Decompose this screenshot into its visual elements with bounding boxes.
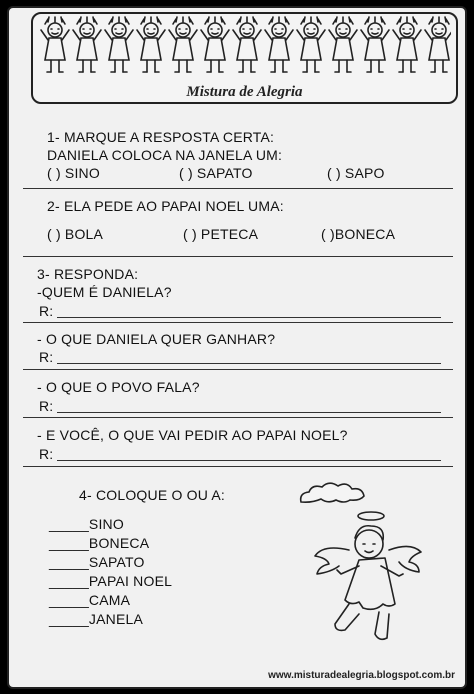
q3-question-2: - O QUE DANIELA QUER GANHAR? — [37, 331, 276, 347]
answer-line-4[interactable] — [57, 460, 441, 461]
children-illustration — [39, 16, 451, 82]
q1-option-1[interactable]: ( ) SINO — [47, 165, 100, 181]
answer-line-1[interactable] — [57, 317, 441, 318]
brand-title: Mistura de Alegria — [186, 84, 303, 100]
q2-option-2[interactable]: ( ) PETECA — [183, 226, 259, 242]
divider — [23, 417, 453, 418]
q2-option-3[interactable]: ( )BONECA — [321, 226, 396, 242]
q4-word-4[interactable]: _____PAPAI NOEL — [49, 573, 173, 589]
divider — [23, 466, 453, 467]
q3-answer-label-4: R: — [39, 446, 54, 462]
divider — [23, 188, 453, 189]
q3-question-4: - E VOCÊ, O QUE VAI PEDIR AO PAPAI NOEL? — [37, 427, 348, 443]
worksheet — [7, 6, 467, 689]
footer-url[interactable]: www.misturadealegria.blogspot.com.br — [268, 670, 455, 681]
q1-statement: DANIELA COLOCA NA JANELA UM: — [47, 147, 283, 163]
q4-word-1[interactable]: _____SINO — [49, 516, 124, 532]
q4-word-3[interactable]: _____SAPATO — [49, 554, 145, 570]
q4-title: 4- COLOQUE O OU A: — [79, 487, 225, 503]
q4-word-6[interactable]: _____JANELA — [49, 611, 144, 627]
q1-option-3[interactable]: ( ) SAPO — [327, 165, 385, 181]
header-banner — [31, 12, 458, 104]
q3-answer-label-3: R: — [39, 398, 54, 414]
q4-word-2[interactable]: _____BONECA — [49, 535, 150, 551]
q2-title: 2- ELA PEDE AO PAPAI NOEL UMA: — [47, 198, 284, 214]
divider — [23, 369, 453, 370]
q3-answer-label-1: R: — [39, 303, 54, 319]
divider — [23, 322, 453, 323]
q3-answer-label-2: R: — [39, 349, 54, 365]
q1-title: 1- MARQUE A RESPOSTA CERTA: — [47, 129, 275, 145]
q3-title: 3- RESPONDA: — [37, 266, 139, 282]
answer-line-2[interactable] — [57, 363, 441, 364]
q1-option-2[interactable]: ( ) SAPATO — [179, 165, 253, 181]
q2-option-1[interactable]: ( ) BOLA — [47, 226, 104, 242]
q3-question-1: -QUEM É DANIELA? — [37, 284, 172, 300]
q3-question-3: - O QUE O POVO FALA? — [37, 379, 200, 395]
answer-line-3[interactable] — [57, 412, 441, 413]
angel-icon — [309, 508, 429, 658]
divider — [23, 256, 453, 257]
q4-word-5[interactable]: _____CAMA — [49, 592, 131, 608]
cloud-icon — [297, 480, 387, 510]
